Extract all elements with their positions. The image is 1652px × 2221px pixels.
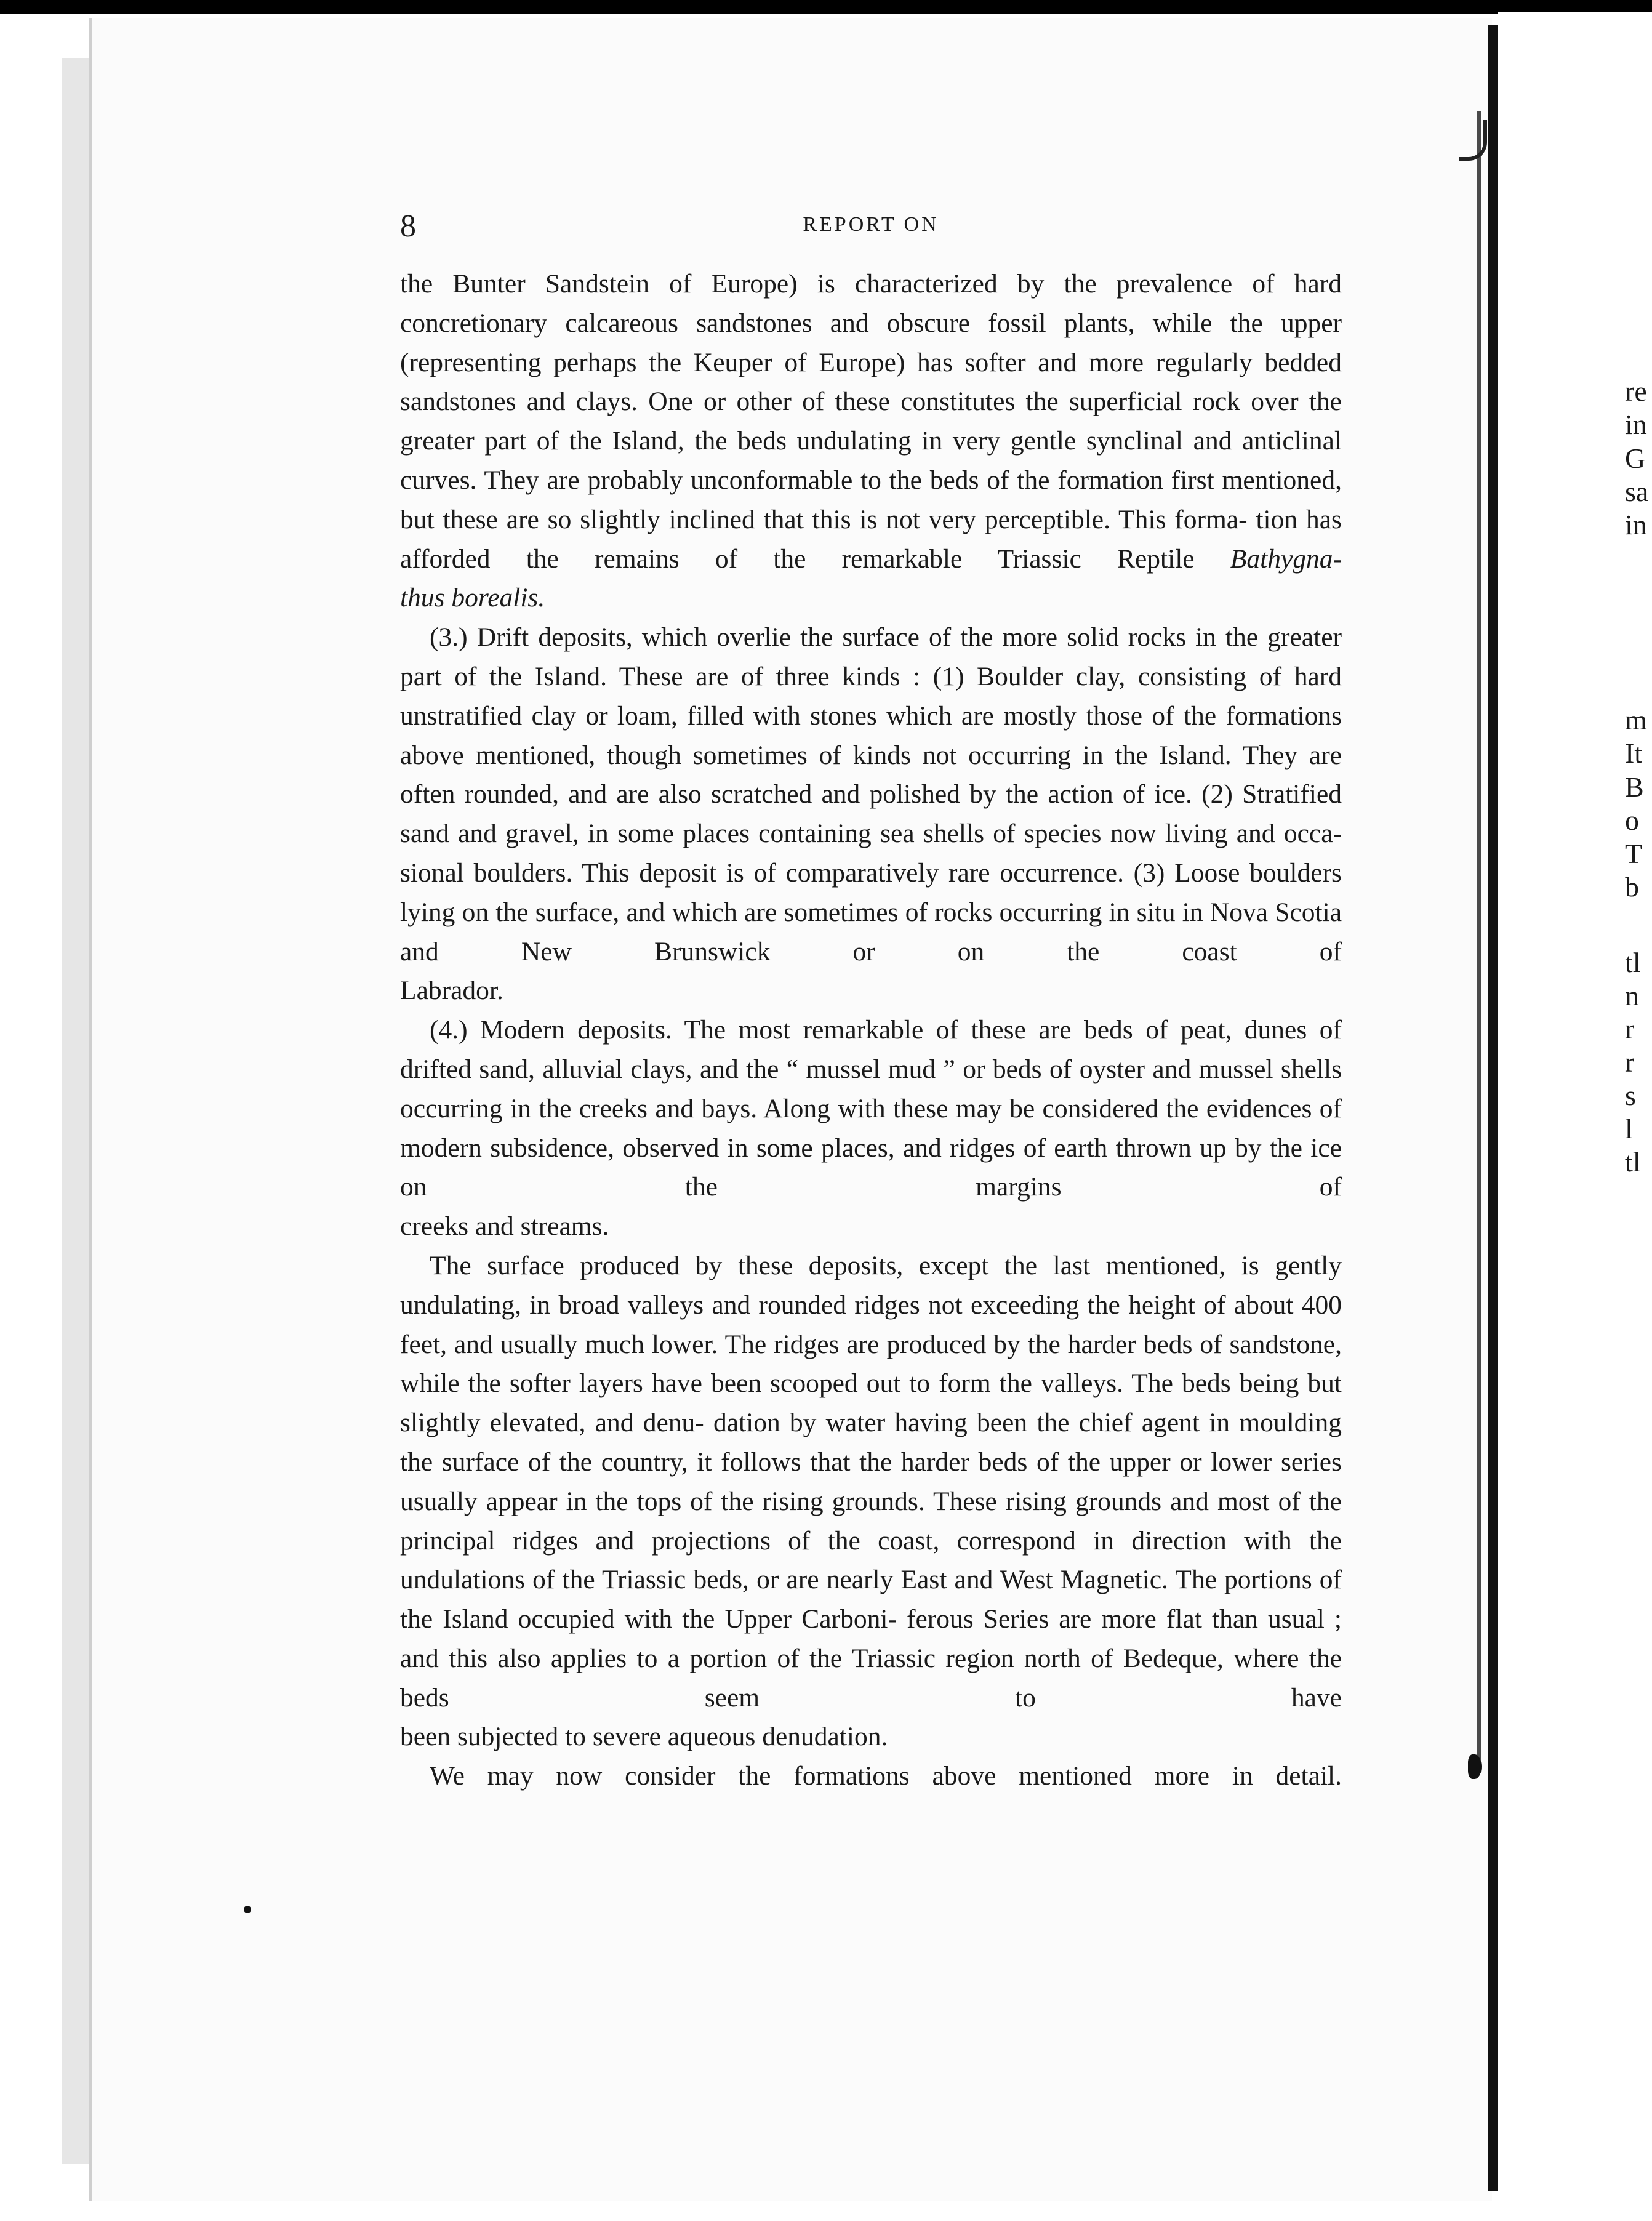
text-line: The surface produced by these deposits, except the last mentioned, is (430, 1250, 1275, 1280)
text-line: clay, consisting of hard unstratified clay or loam, filled with stones which (400, 661, 1342, 731)
text-line: beds undulating in very gentle synclinal and anticlinal curves. They are (400, 426, 1342, 495)
paragraph-last-line: thus borealis. (400, 583, 545, 613)
facing-page-fragment: in (1625, 409, 1647, 441)
text-line: probably unconformable to the beds of the formation first mentioned, but (400, 465, 1342, 534)
text-line: of the Triassic region north of Bedeque, where the beds seem to have (400, 1643, 1342, 1713)
text-line: hard concretionary calcareous sandstones and obscure fossil plants, while (400, 269, 1342, 338)
paragraph-last-line: Labrador. (400, 976, 503, 1006)
text-line: by the harder beds of sandstone, while the softer layers have been scooped (400, 1329, 1342, 1399)
book-gutter (1488, 25, 1498, 2191)
left-page-edge (62, 58, 91, 2164)
facing-page-fragment: r (1625, 1046, 1635, 1078)
paragraph-last-line: been subjected to severe aqueous denudation. (400, 1722, 888, 1752)
paragraph (400, 265, 1342, 618)
text-line: constitutes the superficial rock over the greater part of the Island, the (400, 387, 1342, 456)
facing-page-fragment: s (1625, 1080, 1636, 1112)
page-number: 8 (400, 209, 416, 244)
text-line: scratched and polished by the action of ice. (2) Stratified sand and (400, 779, 1342, 849)
text-line: kinds not occurring in the Island. They are often rounded, and are also (400, 740, 1342, 809)
text-line: some places, and ridges of earth thrown up by the ice on the margins of (400, 1133, 1342, 1202)
text-line: appear in the tops of the rising grounds. These rising grounds and most of (486, 1486, 1309, 1516)
paragraph-last-line: We may now consider the formations above mentioned more in detail. (430, 1761, 1342, 1791)
text-line: the greater part of the Island. These are of three kinds : (1) Boulder (400, 622, 1342, 691)
facing-page-fragment: B (1625, 771, 1644, 803)
text-line: more regularly bedded sandstones and clays. One or other of these (400, 347, 1342, 417)
facing-page-fragment: re (1625, 376, 1647, 408)
text-line: Magnetic. The portions of the Island occupied with the Upper Carboni- (400, 1565, 1342, 1634)
facing-page-fragment: G (1625, 442, 1646, 474)
text-line: gravel, in some places containing sea shells of species now living and occa- (505, 819, 1342, 849)
text-line: (4.) Modern deposits. The most remarkable of these are beds of peat, (430, 1015, 1245, 1045)
text-line: country, it follows that the harder beds of the upper or lower series usually (400, 1447, 1342, 1516)
text-line: out to form the valleys. The beds being but slightly elevated, and denu- (400, 1368, 1342, 1438)
text-line: gently undulating, in broad valleys and rounded ridges not exceeding the (400, 1250, 1342, 1320)
facing-page-fragment: tl (1625, 1146, 1641, 1178)
scan-top-edge (0, 0, 1652, 14)
running-head: REPORT ON (803, 213, 939, 236)
paragraph (400, 1011, 1342, 1247)
text-line: with the undulations of the Triassic beds, or are nearly East and West (400, 1525, 1342, 1595)
facing-page-fragment: o (1625, 804, 1639, 836)
paragraph (400, 1247, 1342, 1757)
text-line: oyster and mussel shells occurring in the creeks and bays. Along with (400, 1054, 1342, 1123)
page-header (400, 208, 1342, 245)
body-text (400, 265, 1342, 1796)
text-line: occurring in situ in Nova Scotia and New Brunswick or on the coast of (400, 897, 1342, 966)
text-line: dation by water having been the chief agent in moulding the surface of the (400, 1408, 1342, 1477)
text-line: height of about 400 feet, and usually much lower. The ridges are produced (400, 1290, 1342, 1359)
text-line: dunes of drifted sand, alluvial clays, and the “ mussel mud ” or beds of (400, 1015, 1342, 1084)
facing-page-fragment: T (1625, 837, 1643, 869)
paragraph (400, 618, 1342, 1011)
facing-page-fragment: r (1625, 1013, 1635, 1045)
facing-page-fragment: sa (1625, 475, 1649, 507)
facing-page-fragment: tl (1625, 946, 1641, 978)
text-line: sional boulders. This deposit is of comparatively rare occurrence. (3) (400, 857, 1175, 888)
text-line: Loose boulders lying on the surface, and which are sometimes of rocks (400, 857, 1342, 927)
ink-dot (244, 1906, 251, 1913)
paragraph (400, 1757, 1342, 1796)
facing-page-fragment: m (1625, 704, 1647, 736)
facing-page-fragment: l (1625, 1113, 1633, 1145)
facing-page-fragment: It (1625, 737, 1643, 769)
text-line: (3.) Drift deposits, which overlie the surface of the more solid rocks in (430, 622, 1226, 653)
binding-mark (1468, 1754, 1482, 1779)
facing-page-fragment: in (1625, 508, 1647, 540)
text-line: the principal ridges and projections of the coast, correspond in direction (400, 1486, 1342, 1556)
text-line: the upper (representing perhaps the Keuper of Europe) has softer and (400, 308, 1342, 377)
binding-thread (1477, 111, 1481, 1773)
text-line: tion has afforded the remains of the remarkable Triassic Reptile (400, 504, 1342, 574)
facing-page-fragment: n (1625, 979, 1639, 1011)
facing-page-fragment: b (1625, 870, 1639, 902)
facing-page-text-fragments (1625, 0, 1652, 2221)
text-line: the Bunter Sandstein of Europe) is characterized by the prevalence of (400, 269, 1294, 299)
paragraph-last-line: creeks and streams. (400, 1211, 609, 1242)
text-line: are mostly those of the formations above mentioned, though sometimes of (400, 701, 1342, 770)
text-line: ferous Series are more flat than usual ; and this also applies to a portion (400, 1604, 1342, 1673)
italic-genus-name: Bathygna- (1230, 544, 1342, 574)
text-line: these may be considered the evidences of modern subsidence, observed in (400, 1093, 1342, 1163)
text-line: these are so slightly inclined that this is not very perceptible. This forma- (443, 504, 1256, 534)
